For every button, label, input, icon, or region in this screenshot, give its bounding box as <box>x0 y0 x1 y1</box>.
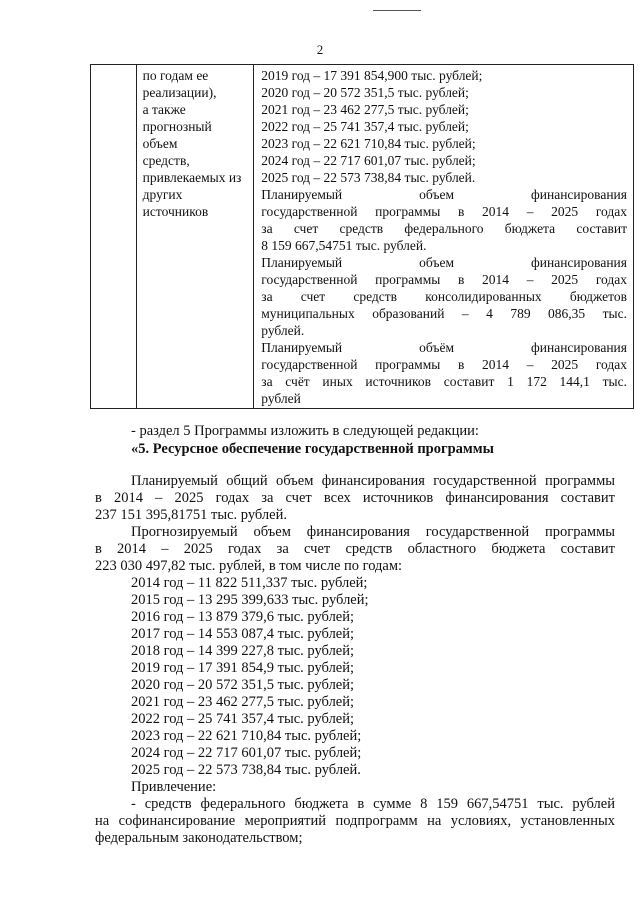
paragraph-line: - средств федерального бюджета в сумме 8 159 667,54751 тыс. рублей <box>131 796 615 812</box>
paragraph-federal-attraction <box>95 796 615 847</box>
table-cell-number <box>91 65 137 409</box>
label-line: объем <box>142 136 178 151</box>
year-amount: 2025 год – 22 573 738,84 тыс. рублей. <box>261 170 476 185</box>
municipal-funding-text: рублей. <box>261 323 305 338</box>
list-item: 2017 год – 14 553 087,4 тыс. рублей; <box>131 626 355 642</box>
paragraph-line: в 2014 – 2025 годах за счет всех источников финансирования составит <box>95 490 615 506</box>
list-item: 2024 год – 22 717 601,07 тыс. рублей; <box>131 745 362 761</box>
federal-funding-text: 8 159 667,54751 тыс. рублей. <box>261 238 427 253</box>
municipal-funding-text: государственной программы в 2014 – 2025 годах <box>261 272 627 287</box>
list-item: 2025 год – 22 573 738,84 тыс. рублей. <box>131 762 361 778</box>
paragraph-line: в 2014 – 2025 годах за счет средств областного бюджета составит <box>95 541 615 557</box>
program-table <box>90 64 634 409</box>
table-cell-label <box>136 65 254 409</box>
year-amount: 2020 год – 20 572 351,5 тыс. рублей; <box>261 85 469 100</box>
list-item: 2018 год – 14 399 227,8 тыс. рублей; <box>131 643 355 659</box>
paragraph-regional-funding <box>95 524 615 575</box>
list-item: 2021 год – 23 462 277,5 тыс. рублей; <box>131 694 355 710</box>
list-item: 2023 год – 22 621 710,84 тыс. рублей; <box>131 728 362 744</box>
paragraph-line: 237 151 395,81751 тыс. рублей. <box>95 507 287 523</box>
label-line: других <box>142 187 183 202</box>
label-line: по годам ее <box>142 68 209 83</box>
other-funding-text: государственной программы в 2014 – 2025 годах <box>261 357 627 372</box>
attraction-label: Привлечение: <box>131 779 217 795</box>
municipal-funding-text: за счет средств консолидированных бюджетов <box>261 289 627 304</box>
list-item: 2015 год – 13 295 399,633 тыс. рублей; <box>131 592 369 608</box>
municipal-funding-text: Планируемый объем финансирования <box>261 255 627 270</box>
header-rule <box>373 10 421 11</box>
label-line: средств, <box>142 153 190 168</box>
year-amount: 2023 год – 22 621 710,84 тыс. рублей; <box>261 136 476 151</box>
paragraph-line: на софинансирование мероприятий подпрограмм на условиях, установленных <box>95 813 615 829</box>
federal-funding-text: государственной программы в 2014 – 2025 годах <box>261 204 627 219</box>
list-item: 2022 год – 25 741 357,4 тыс. рублей; <box>131 711 355 727</box>
section-intro: - раздел 5 Программы изложить в следующей редакции: <box>131 423 479 439</box>
year-amount: 2022 год – 25 741 357,4 тыс. рублей; <box>261 119 469 134</box>
paragraph-total-funding <box>95 473 615 524</box>
year-amount: 2019 год – 17 391 854,900 тыс. рублей; <box>261 68 483 83</box>
paragraph-line: федеральным законодательством; <box>95 830 303 846</box>
federal-funding-text: Планируемый объем финансирования <box>261 187 627 202</box>
municipal-funding-text: муниципальных образований – 4 789 086,35 тыс. <box>261 306 627 321</box>
label-line: источников <box>142 204 209 219</box>
paragraph-line: 223 030 497,82 тыс. рублей, в том числе по годам: <box>95 558 403 574</box>
paragraph-line: Прогнозируемый объем финансирования государственной программы <box>131 524 615 540</box>
list-item: 2020 год – 20 572 351,5 тыс. рублей; <box>131 677 355 693</box>
federal-funding-text: за счет средств федерального бюджета составит <box>261 221 627 236</box>
table-row <box>91 65 634 409</box>
paragraph-line: Планируемый общий объем финансирования государственной программы <box>131 473 615 489</box>
label-line: реализации), <box>142 85 217 100</box>
list-item: 2014 год – 11 822 511,337 тыс. рублей; <box>131 575 368 591</box>
other-funding-text: за счёт иных источников составит 1 172 144,1 тыс. <box>261 374 627 389</box>
label-line: привлекаемых из <box>142 170 242 185</box>
section-title: «5. Ресурсное обеспечение государственной программы <box>131 441 494 457</box>
table-cell-values <box>254 65 634 409</box>
list-item: 2019 год – 17 391 854,9 тыс. рублей; <box>131 660 355 676</box>
year-funding-list <box>131 575 369 796</box>
page-number: 2 <box>316 42 324 57</box>
year-amount: 2024 год – 22 717 601,07 тыс. рублей; <box>261 153 476 168</box>
year-amount: 2021 год – 23 462 277,5 тыс. рублей; <box>261 102 469 117</box>
other-funding-text: рублей <box>261 391 301 406</box>
label-line: а также <box>142 102 186 117</box>
list-item: 2016 год – 13 879 379,6 тыс. рублей; <box>131 609 355 625</box>
other-funding-text: Планируемый объём финансирования <box>261 340 627 355</box>
label-line: прогнозный <box>142 119 212 134</box>
